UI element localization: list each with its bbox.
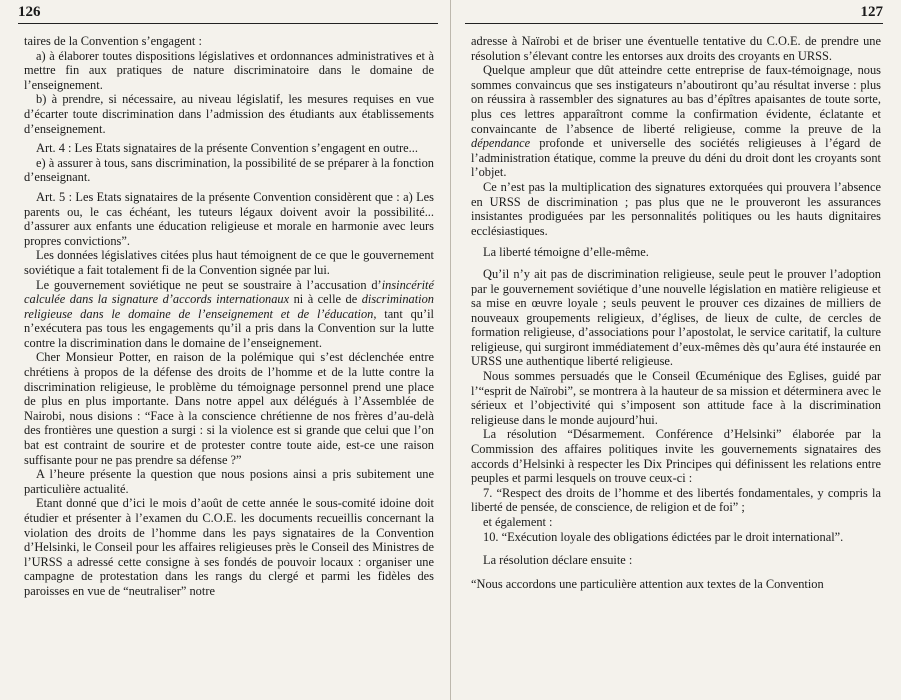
text-run: Le gouvernement soviétique ne peut se soustraire à l’accusation d’ [36, 277, 382, 292]
right-page [451, 0, 901, 700]
paragraph [471, 63, 881, 180]
paragraph [24, 278, 434, 351]
italic-run: discrimination religieuse dans le domaine de l’enseignement et de l’éducation [24, 292, 434, 321]
paragraph: Art. 5 : Les Etats signataires de la présente Convention considèrent que : a) Les parents ou, le cas échéant, les tuteurs légaux doivent avoir la possibilité... d’assurer aux enfants une éducation religieuse et morale en harmonie avec leurs propres convictions”. [24, 189, 434, 248]
paragraph: Nous sommes persuadés que le Conseil Œcuménique des Eglises, guidé par l’“esprit de Naïrobi”, se montrera à la hauteur de sa mission et déterminera avec le sérieux et l’objectivité qui s’imposent son attitude face à la discrimination religieuse dans le monde aujourd’hui. [471, 369, 881, 427]
paragraph: La résolution “Désarmement. Conférence d’Helsinki” élaborée par la Commission des affaires politiques invite les gouvernements signataires des accords d’Helsinki à respecter les Dix Principes qui définissent les relations entre peuples et parmi lesquels on trouve ceux-ci : [471, 427, 881, 486]
italic-run: insincérité calculée dans la signature d’accords internationaux [24, 277, 434, 307]
page-number-right: 127 [860, 4, 883, 20]
paragraph: Qu’il n’y ait pas de discrimination religieuse, seule peut le prouver l’adoption par le gouvernement soviétique d’une nouvelle législation en matière religieuse et sa mise en œuvre loyale ; seuls peuvent le prouver ces dizaines de milliers de nouveaux groupements religieux, d’églises, de lieux de culte, de cercles de formation religieuse, d’associations pour l’apostolat, le service caritatif, la culture religieuse, qui surgiront immédiatement d’eux-mêmes dès qu’aura été instaurée en URSS une authentique liberté religieuse. [471, 266, 881, 369]
left-page [0, 0, 450, 700]
paragraph: Art. 4 : Les Etats signataires de la présente Convention s’engagent en outre... [36, 141, 418, 156]
paragraph: a) à élaborer toutes dispositions législatives et ordonnances administratives et à mettre fin aux pratiques de nature discriminatoire dans le domaine de l’enseignement. [24, 48, 434, 92]
header-rule-left [18, 23, 438, 24]
paragraph: A l’heure présente la question que nous posions ainsi a pris subitement une particulière actualité. [24, 467, 434, 496]
paragraph: taires de la Convention s’engagent : [24, 34, 202, 48]
paragraph: adresse à Naïrobi et de briser une éventuelle tentative du C.O.E. de prendre une résolution s’élevant contre les entorses aux droits des croyants en URSS. [471, 34, 881, 63]
text-run: Quelque ampleur que dût atteindre cette entreprise de faux-témoignage, nous sommes convaincus que ses instigateurs n’aboutiront qu’au résultat inverse : plus on réussira à rassembler des signatures au bas d’épîtres apaisantes de toute sorte, plus ces lettres apparaîtront comme la confirmation évidente, éclatante et convaincante de l’absence de liberté religieuse, comme la preuve de la [471, 63, 881, 136]
text-run: ni à celle de [289, 292, 362, 307]
text-run: profonde et universelle des sociétés religieuses à l’égard de l’administration étatique, comme la preuve du déni du droit dont les croyants sont l’objet. [471, 136, 881, 180]
paragraph: 10. “Exécution loyale des obligations édictées par le droit international”. [483, 529, 844, 544]
paragraph: e) à assurer à tous, sans discrimination, la possibilité de se préparer à la fonction d’enseignant. [24, 155, 434, 185]
paragraph: Les données législatives citées plus haut témoignent de ce que le gouvernement soviétique a fait totalement fi de la Convention signée par lui. [24, 248, 434, 277]
paragraph: Cher Monsieur Potter, en raison de la polémique qui s’est déclenchée entre chrétiens à propos de la défense des droits de l’homme et de la lutte contre la discrimination religieuse, le problème du témoignage personnel prend une place de plus en plus importante. Dans notre appel aux délégués à l’Assemblée de Nairobi, nous disions : “Face à la conscience chrétienne de nos frères d’au-delà des frontières une question a surgi : si la violence est si grande que celui que l’on bat est contraint de sourire et de protester contre toute aide, est-ce une raison suffisante pour ne pas prendre sa défense ?” [24, 350, 434, 467]
paragraph: Etant donné que d’ici le mois d’août de cette année le sous-comité idoine doit étudier et présenter à l’examen du C.O.E. les documents recueillis concernant la violation des droits de l’homme dans les pays signataires de la Convention d’Helsinki, le Conseil pour les affaires religieuses près le Conseil des Ministres de l’URSS a adressé cette consigne à ses fondés de pouvoir locaux : organiser une campagne de protestation dans les rangs du clergé et parmi les fidèles des paroisses en vue de “neutraliser” notre [24, 496, 434, 598]
paragraph: Ce n’est pas la multiplication des signatures extorquées qui prouvera l’absence en URSS de discrimination ; pas plus que ne le prouveront les assurances insistantes prodiguées par les personnalités politiques ou les hauts dignitaires ecclésiastiques. [471, 179, 881, 238]
paragraph: 7. “Respect des droits de l’homme et des libertés fondamentales, y compris la liberté de pensée, de conscience, de religion et de foi” ; [471, 485, 881, 515]
paragraph: La résolution déclare ensuite : [483, 553, 633, 568]
header-rule-right [465, 23, 883, 24]
right-page-text [471, 34, 881, 591]
text-run: , tant qu’il n’exécutera pas tous les engagements qu’il a pris dans la Convention sur la lutte contre la discrimination dans le domaine de l’enseignement. [24, 306, 434, 350]
page-number-left: 126 [18, 4, 41, 20]
left-page-text [24, 34, 434, 599]
italic-run: dépendance [471, 136, 531, 151]
paragraph: et également : [483, 515, 553, 529]
paragraph: “Nous accordons une particulière attention aux textes de la Convention [471, 576, 824, 591]
paragraph: b) à prendre, si nécessaire, au niveau législatif, les mesures requises en vue d’écarter toute discrimination dans l’admission des étudiants aux établissements d’enseignement. [24, 92, 434, 136]
section-heading: La liberté témoigne d’elle-même. [483, 245, 649, 260]
